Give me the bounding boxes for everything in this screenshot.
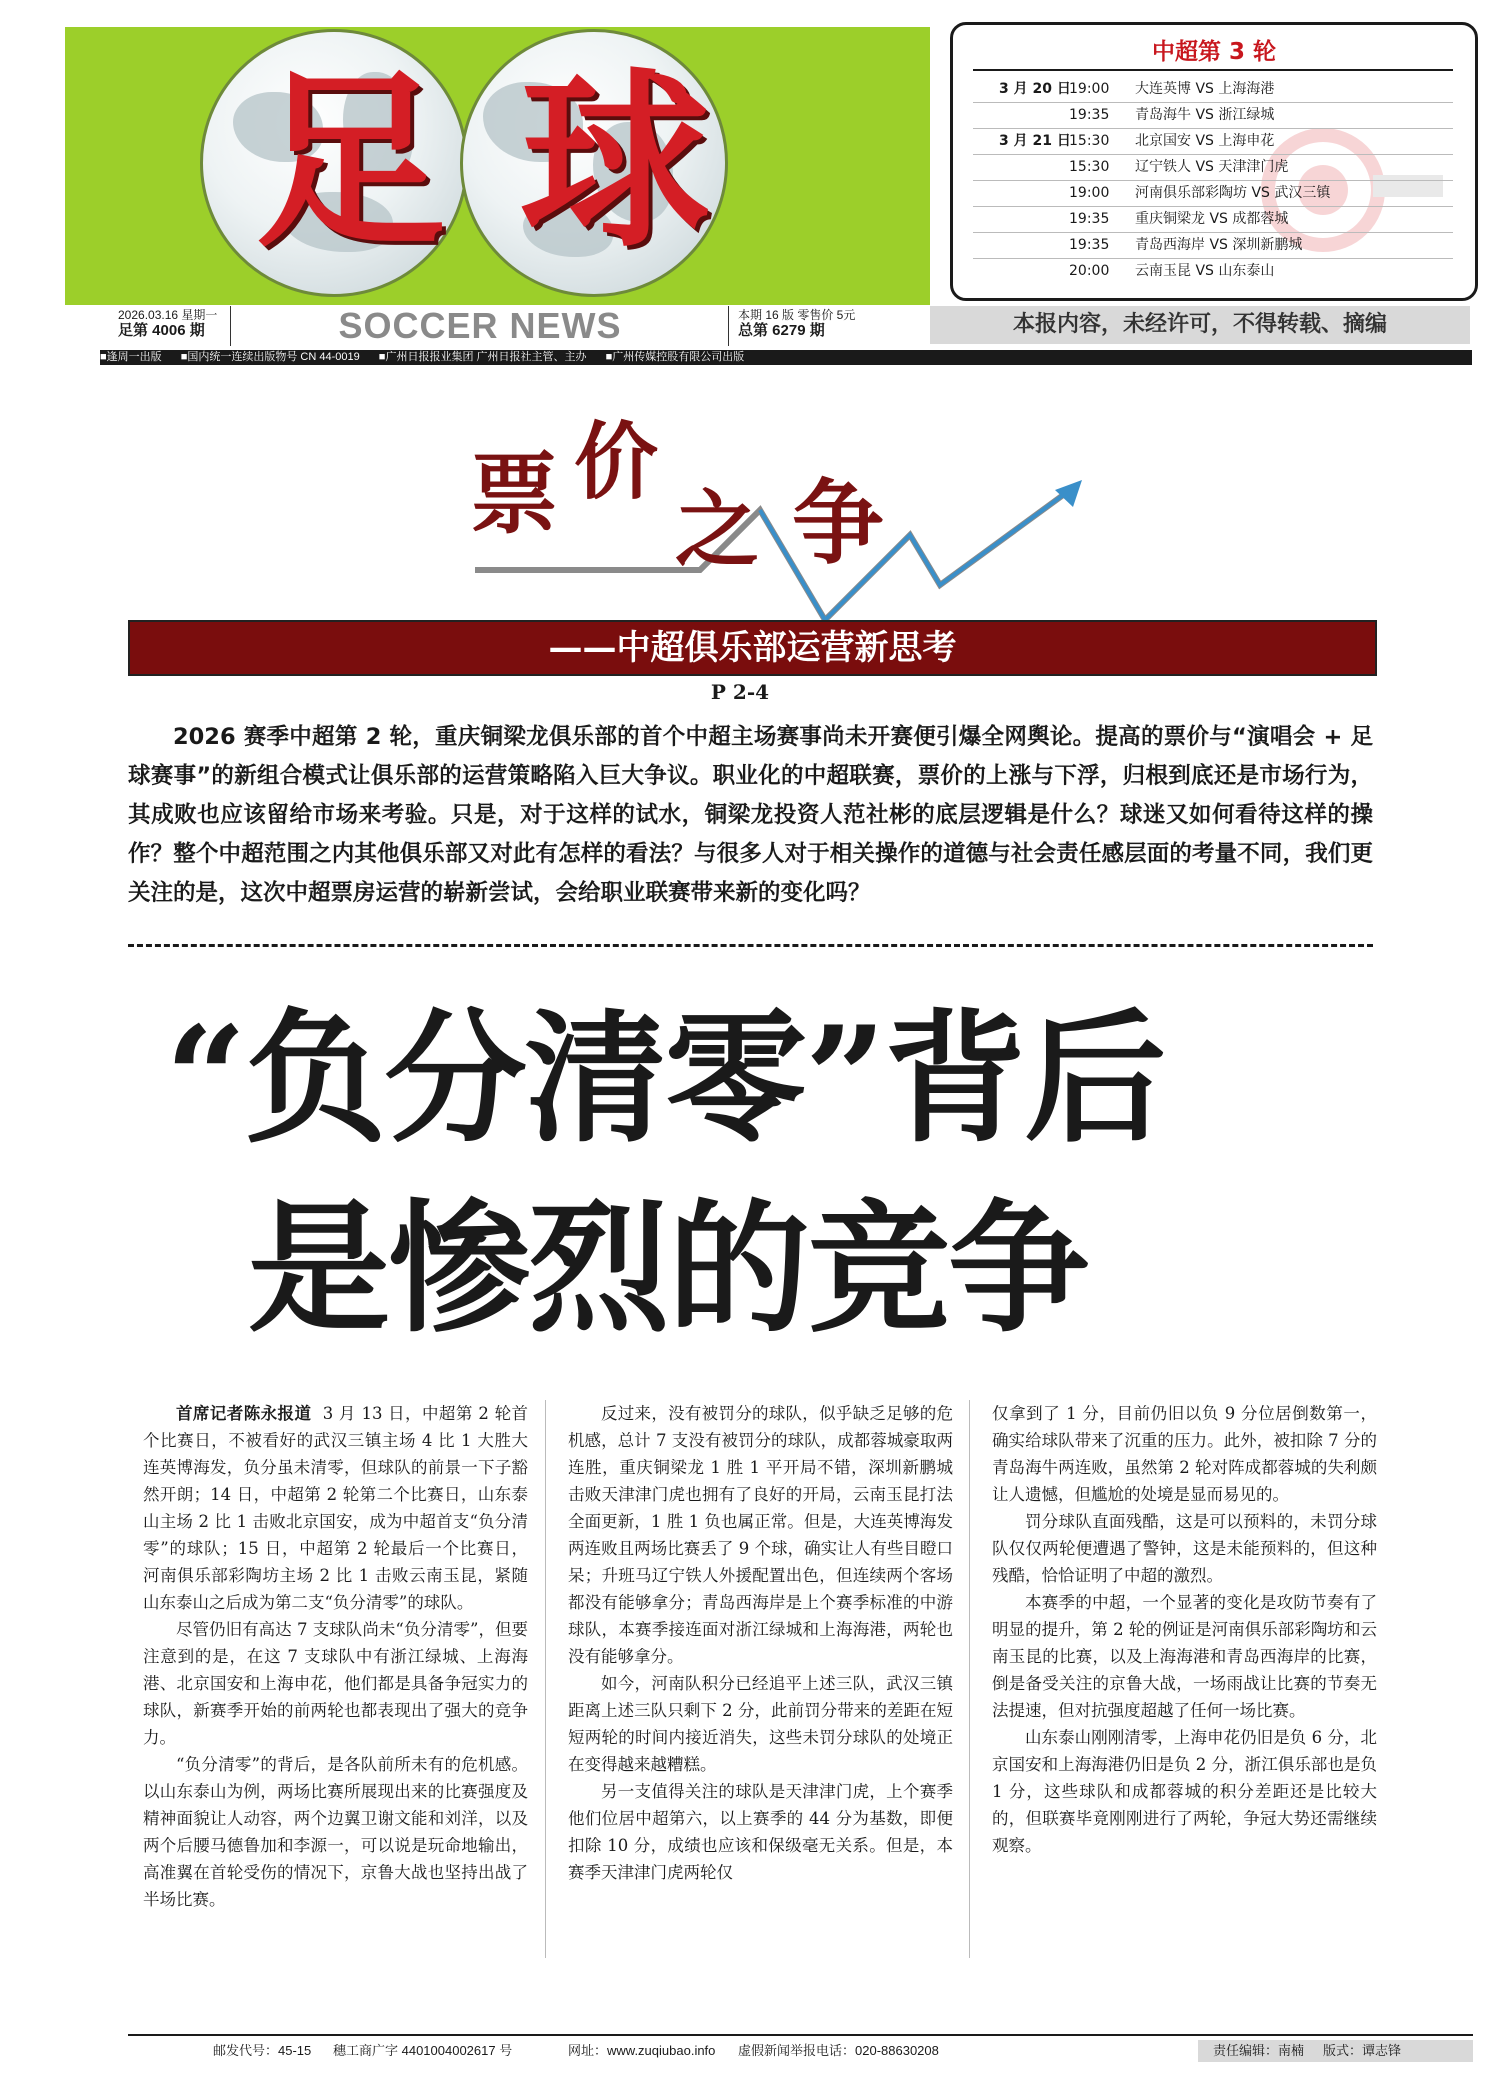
article-paragraph: 如今，河南队积分已经追平上述三队，武汉三镇距离上述三队只剩下 2 分，此前罚分带来的差距在短短两轮的时间内接近消失，这些未罚分球队的处境正在变得越来越糟糕。 — [568, 1674, 953, 1774]
designer-credit: 版式：谭志锋 — [1323, 2043, 1402, 2058]
column-divider — [969, 1400, 970, 1958]
publication-info-bar — [100, 350, 1472, 365]
match-time: 19:35 — [1069, 107, 1110, 123]
logo-character: 球 — [520, 50, 711, 273]
schedule-row — [973, 207, 1453, 233]
article-paragraph: 3 月 13 日，中超第 2 轮首个比赛日，不被看好的武汉三镇主场 4 比 1 大胜大连英博海发，负分虽未清零，但球队的前景一下子豁然开朗；14 日，中超第 2 轮第二个比赛日，山东泰山主场 2 比 1 击败北京国安，成为中超首支“负分清零”的球队；15 日，中超第 2 轮最后一个比赛日，河南俱乐部彩陶坊主场 2 比 1 击败云南玉昆，紧随山东泰山之后成为第二支“负分清零”的球队。 — [143, 1404, 528, 1612]
article-column — [568, 1400, 953, 1886]
pages-price: 本期 16 版 零售价 5元 — [738, 308, 856, 322]
feature-title — [470, 395, 1030, 635]
schedule-title: 中超第 3 轮 — [1151, 39, 1277, 65]
match-teams: 青岛西海岸 VS 深圳新鹏城 — [1135, 237, 1303, 253]
divider — [973, 69, 1453, 71]
match-schedule-box — [950, 22, 1478, 301]
schedule-row — [973, 77, 1453, 103]
copyright-notice: 本报内容，未经许可，不得转载、摘编 — [930, 306, 1470, 344]
match-time: 15:30 — [1069, 133, 1110, 149]
match-teams: 北京国安 VS 上海申花 — [1135, 133, 1275, 149]
match-teams: 辽宁铁人 VS 天津津门虎 — [1135, 159, 1289, 175]
issue-info-left — [118, 307, 228, 339]
feature-subtitle: ——中超俱乐部运营新思考 — [128, 620, 1377, 676]
article-column — [992, 1400, 1377, 1859]
match-date: 3 月 20 日 — [999, 81, 1071, 97]
page-reference: P 2-4 — [710, 680, 770, 704]
schedule-row — [973, 233, 1453, 259]
match-date: 3 月 21 日 — [999, 133, 1071, 149]
match-teams: 大连英博 VS 上海海港 — [1135, 81, 1275, 97]
article-paragraph: 反过来，没有被罚分的球队，似乎缺乏足够的危机感，总计 7 支没有被罚分的球队，成都蓉城豪取两连胜，重庆铜梁龙 1 胜 1 平开局不错，深圳新鹏城击败天津津门虎也拥有了良好的开局，云南玉昆打法全面更新，1 胜 1 负也属正常。但是，大连英博海发两连败且两场比赛丢了 9 个球，确实让人有些目瞪口呆；升班马辽宁铁人外援配置出色，但连续两个客场都没有能够拿分；青岛西海岸是上个赛季标准的中游球队，本赛季接连面对浙江绿城和上海海港，两轮也没有能够拿分。 — [568, 1404, 953, 1666]
business-license: 穗工商广字 4401004002617 号 — [333, 2043, 513, 2058]
trend-arrow-graphic — [470, 395, 1110, 635]
article-paragraph: “负分清零”的背后，是各队前所未有的危机感。以山东泰山为例，两场比赛所展现出来的比赛强度及精神面貌让人动容，两个边翼卫谢文能和刘洋，以及两个后腰马德鲁加和李源一，可以说是玩命地输出，高准翼在首轮受伤的情况下，京鲁大战也坚持出战了半场比赛。 — [143, 1755, 528, 1909]
match-time: 15:30 — [1069, 159, 1110, 175]
match-teams: 云南玉昆 VS 山东泰山 — [1135, 263, 1275, 279]
editor-credit: 责任编辑：南楠 — [1213, 2043, 1305, 2058]
match-time: 19:35 — [1069, 237, 1110, 253]
match-time: 19:00 — [1069, 81, 1110, 97]
match-teams: 河南俱乐部彩陶坊 VS 武汉三镇 — [1135, 185, 1331, 201]
publication-info-item: ■广州日报报业集团 广州日报社主管、主办 — [378, 351, 587, 363]
match-teams: 重庆铜梁龙 VS 成都蓉城 — [1135, 211, 1289, 227]
total-issue: 总第 6279 期 — [738, 322, 825, 339]
match-time: 19:00 — [1069, 185, 1110, 201]
article-paragraph: 尽管仍旧有高达 7 支球队尚未“负分清零”，但要注意到的是，在这 7 支球队中有浙江绿城、上海海港、北京国安和上海申花，他们都是具备争冠实力的球队，新赛季开始的前两轮也都表现出了强大的竞争力。 — [143, 1620, 528, 1747]
article-paragraph: 罚分球队直面残酷，这是可以预料的，未罚分球队仅仅两轮便遭遇了警钟，这是未能预料的，但这种残酷，恰恰证明了中超的激烈。 — [992, 1512, 1377, 1585]
schedule-row — [973, 103, 1453, 129]
postal-code: 邮发代号：45-15 — [213, 2043, 312, 2058]
dashed-divider — [128, 944, 1373, 947]
issue-number: 足第 4006 期 — [118, 322, 205, 339]
feature-title-char: 价 — [574, 413, 659, 511]
headline-line: 是惨烈的竞争 — [248, 1186, 1088, 1352]
column-divider — [545, 1400, 546, 1958]
divider — [728, 306, 729, 346]
divider — [230, 306, 231, 346]
english-title: SOCCER NEWS — [338, 305, 622, 346]
issue-info-right — [738, 307, 878, 339]
match-time: 20:00 — [1069, 263, 1110, 279]
match-teams: 青岛海牛 VS 浙江绿城 — [1135, 107, 1275, 123]
feature-lead-paragraph: 2026 赛季中超第 2 轮，重庆铜梁龙俱乐部的首个中超主场赛事尚未开赛便引爆全网舆论。提高的票价与“演唱会 + 足球赛事”的新组合模式让俱乐部的运营策略陷入巨大争议。职业化的中超联赛，票价的上涨与下浮，归根到底还是市场行为，其成败也应该留给市场来考验。只是，对于这样的试水，铜梁龙投资人范社彬的底层逻辑是什么？球迷又如何看待这样的操作？整个中超范围之内其他俱乐部又对此有怎样的看法？与很多人对于相关操作的道德与社会责任感层面的考量不同，我们更关注的是，这次中超票房运营的崭新尝试，会给职业联赛带来新的变化吗？ — [128, 724, 1373, 906]
match-time: 19:35 — [1069, 211, 1110, 227]
article-paragraph: 仅拿到了 1 分，目前仍旧以负 9 分位居倒数第一，确实给球队带来了沉重的压力。此外，被扣除 7 分的青岛海牛两连败，虽然第 2 轮对阵成都蓉城的失利颇让人遗憾，但尴尬的处境是显而易见的。 — [992, 1404, 1377, 1504]
footer-rule — [128, 2034, 1473, 2036]
schedule-row — [973, 155, 1453, 181]
logo-character: 足 — [255, 50, 446, 273]
article-paragraph: 另一支值得关注的球队是天津津门虎，上个赛季他们位居中超第六，以上赛季的 44 分为基数，即便扣除 10 分，成绩也应该和保级毫无关系。但是，本赛季天津津门虎两轮仅 — [568, 1782, 953, 1882]
publication-info-item: ■逢周一出版 — [100, 351, 162, 363]
article-paragraph: 山东泰山刚刚清零，上海申花仍旧是负 6 分，北京国安和上海海港仍旧是负 2 分，浙江俱乐部也是负 1 分，这些球队和成都蓉城的积分差距还是比较大的，但联赛毕竟刚刚进行了两轮，争冠大势还需继续观察。 — [992, 1728, 1377, 1855]
feature-title-char: 之 — [675, 481, 760, 579]
headline-line: “负分清零”背后 — [165, 996, 1165, 1162]
report-hotline: 虚假新闻举报电话：020-88630208 — [738, 2043, 939, 2058]
issue-date: 2026.03.16 星期一 — [118, 308, 218, 322]
publication-info-item: ■广州传媒控股有限公司出版 — [605, 351, 745, 363]
masthead-banner — [65, 27, 930, 305]
byline: 首席记者陈永报道 — [176, 1404, 312, 1423]
article-column — [143, 1400, 528, 1913]
schedule-list — [973, 77, 1453, 284]
website: 网址：www.zuqiubao.info — [568, 2043, 716, 2058]
footer — [128, 2040, 1473, 2062]
publication-info-item: ■国内统一连续出版物号 CN 44-0019 — [180, 351, 360, 363]
schedule-row — [973, 129, 1453, 155]
schedule-row — [973, 259, 1453, 284]
schedule-row — [973, 181, 1453, 207]
feature-title-char: 争 — [792, 470, 885, 577]
article-paragraph: 本赛季的中超，一个显著的变化是攻防节奏有了明显的提升，第 2 轮的例证是河南俱乐部彩陶坊和云南玉昆的比赛，以及上海海港和青岛西海岸的比赛，倒是备受关注的京鲁大战，一场雨战让比赛的节奏无法提速，但对抗强度超越了任何一场比赛。 — [992, 1593, 1377, 1720]
feature-title-char: 票 — [470, 443, 559, 546]
